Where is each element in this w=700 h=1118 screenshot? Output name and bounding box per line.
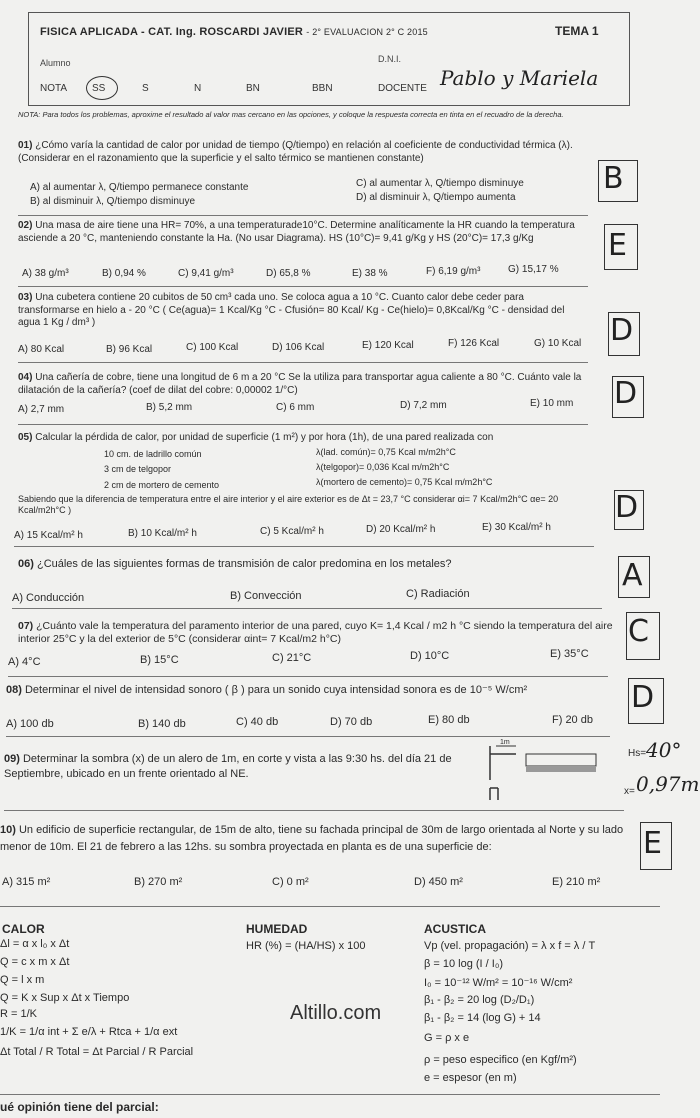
question-05: 05) Calcular la pérdida de calor, por unidad de superficie (1 m²) y por hora (1h), de una pared realizada con <box>18 432 494 443</box>
q09-hs-label: Hs= <box>628 748 647 759</box>
calor-formula: Δt Total / R Total = Δt Parcial / R Parcial <box>0 1046 194 1058</box>
q08-option-b: B) 140 db <box>138 718 186 730</box>
watermark: Altillo.com <box>290 1002 382 1024</box>
q08-answer: D <box>631 680 655 715</box>
q03-option-e: E) 120 Kcal <box>362 340 414 351</box>
q10-answer: E <box>643 826 662 861</box>
q04-option-b: B) 5,2 mm <box>146 402 193 413</box>
q02-option-f: F) 6,19 g/m³ <box>426 266 481 277</box>
divider <box>4 810 624 811</box>
q10-option-c: C) 0 m² <box>272 876 309 888</box>
q03-option-d: D) 106 Kcal <box>272 342 325 353</box>
calor-formula: Q = c x m x Δt <box>0 956 70 968</box>
q02-option-e: E) 38 % <box>352 268 388 279</box>
q04-option-d: D) 7,2 mm <box>400 400 447 411</box>
q09-dim-1m: 1m <box>500 739 510 746</box>
q02-option-g: G) 15,17 % <box>508 264 559 275</box>
grade-s: S <box>142 83 149 94</box>
q05-lambda-1: λ(lad. común)= 0,75 Kcal m/m2h°C <box>316 447 456 457</box>
question-07: 07) ¿Cuánto vale la temperatura del paramento interior de una pared, cuyo K= 1,4 Kcal / m2 h °C siendo la temperatura del aire interior 25°C y la del exterior de 5°C (considerar αint= 7 Kcal/m2 h°C) <box>18 620 613 645</box>
q02-option-d: D) 65,8 % <box>266 268 311 279</box>
q09-x-label: x= <box>624 786 635 797</box>
q06-answer: A <box>622 558 643 593</box>
q10-option-a: A) 315 m² <box>2 876 51 888</box>
q01-option-c: C) al aumentar λ, Q/tiempo disminuye <box>356 178 524 189</box>
q08-option-e: E) 80 db <box>428 714 470 726</box>
humedad-formula: HR (%) = (HA/HS) x 100 <box>246 940 366 952</box>
acustica-formula: e = espesor (en m) <box>424 1072 517 1084</box>
q05-extra: Sabiendo que la diferencia de temperatura entre el aire interior y el aire exterior es de Δt = 23,7 °C considerar αi= 7 Kcal/m2h°C αe= 20 Kcal/m2h°C ) <box>18 494 559 515</box>
calor-formula: 1/K = 1/α int + Σ e/λ + Rtca + 1/α ext <box>0 1026 178 1038</box>
question-01: 01) ¿Cómo varía la cantidad de calor por unidad de tiempo (Q/tiempo) en relación al coeficiente de conductividad térmica (λ). (Considerar en el razonamiento que la superficie y el salto térmico se mantienen constante) <box>18 140 573 164</box>
q04-option-a: A) 2,7 mm <box>18 404 65 415</box>
q07-option-d: D) 10°C <box>410 650 450 662</box>
calor-formula: Δl = α x l₀ x Δt <box>0 938 70 950</box>
question-06: 06) ¿Cuáles de las siguientes formas de transmisión de calor predomina en los metales? <box>18 558 452 570</box>
q07-option-e: E) 35°C <box>550 648 589 660</box>
question-02: 02) Una masa de aire tiene una HR= 70%, a una temperaturade10°C. Determine analíticamente la HR cuando la temperatura asciende a 20 °C, manteniendo constante la Ha. (No usar Diagrama). HS (10°C)= 9,41 g/Kg y HS (20°C)= 17,3 g/Kg <box>18 220 575 244</box>
q05-option-b: B) 10 Kcal/m² h <box>128 528 197 539</box>
q01-option-b: B) al disminuir λ, Q/tiempo disminuye <box>30 196 196 207</box>
q03-option-a: A) 80 Kcal <box>18 344 65 355</box>
q07-option-b: B) 15°C <box>140 654 179 666</box>
divider <box>18 286 588 287</box>
docente-label: DOCENTE <box>378 83 427 94</box>
acustica-formula: β₁ - β₂ = 20 log (D₂/D₁) <box>424 994 535 1006</box>
q08-option-c: C) 40 db <box>236 716 279 728</box>
tema-label: TEMA 1 <box>555 24 599 38</box>
question-03: 03) Una cubetera contiene 20 cubitos de 50 cm³ cada uno. Se coloca agua a 10 °C. Cuanto calor debe ceder para transformarse en hielo a - 20 °C ( Ce(agua)= 1 Kcal/Kg °C - Cfusión= 80 Kcal/ Kg - Ce(hielo)= 0,8Kcal/Kg °C - densidad del agua 1 Kg / dm³ ) <box>18 292 565 328</box>
grade-bbn: BBN <box>312 83 333 94</box>
q10-option-d: D) 450 m² <box>414 876 463 888</box>
humedad-title: HUMEDAD <box>246 922 308 936</box>
acustica-title: ACUSTICA <box>424 922 486 936</box>
q02-option-b: B) 0,94 % <box>102 268 146 279</box>
divider <box>18 362 588 363</box>
divider <box>12 608 602 609</box>
acustica-formula: Vp (vel. propagación) = λ x f = λ / T <box>424 940 596 952</box>
grade-ss: SS <box>92 83 106 94</box>
q03-answer: D <box>610 313 634 348</box>
q04-answer: D <box>614 376 638 411</box>
q02-option-c: C) 9,41 g/m³ <box>178 268 234 279</box>
alumno-label: Alumno <box>40 58 71 68</box>
q05-option-a: A) 15 Kcal/m² h <box>14 530 83 541</box>
dni-label: D.N.I. <box>378 54 402 64</box>
calor-formula: Q = l x m <box>0 974 45 986</box>
q09-x-value: 0,97m <box>636 772 700 796</box>
q05-layer-3: 2 cm de mortero de cemento <box>104 480 220 490</box>
nota-instructions: NOTA: Para todos los problemas, aproxime el resultado al valor mas cercano en las opciones, y coloque la respuesta correcta en tinta en el recuadro de la derecha. <box>18 110 564 119</box>
q03-option-g: G) 10 Kcal <box>534 338 582 349</box>
q03-option-f: F) 126 Kcal <box>448 338 500 349</box>
q05-option-d: D) 20 Kcal/m² h <box>366 524 436 535</box>
divider <box>14 546 594 547</box>
q05-option-e: E) 30 Kcal/m² h <box>482 522 551 533</box>
question-08: 08) Determinar el nivel de intensidad sonoro ( β ) para un sonido cuya intensidad sonora es de 10⁻⁵ W/cm² <box>6 684 528 696</box>
divider <box>8 676 608 677</box>
q05-option-c: C) 5 Kcal/m² h <box>260 526 324 537</box>
calor-formula: Q = K x Sup x Δt x Tiempo <box>0 992 130 1004</box>
q01-answer: B <box>603 161 624 196</box>
q07-answer: C <box>628 614 649 649</box>
q08-option-f: F) 20 db <box>552 714 593 726</box>
grade-bn: BN <box>246 83 260 94</box>
q01-option-a: A) al aumentar λ, Q/tiempo permanece constante <box>30 182 249 193</box>
question-09: 09) Determinar la sombra (x) de un alero de 1m, en corte y vista a las 9:30 hs. del día 21 de Septiembre, ubicado en un frente orientado al NE. <box>4 753 452 780</box>
q03-option-c: C) 100 Kcal <box>186 342 239 353</box>
question-10: 10) Un edificio de superficie rectangular, de 15m de alto, tiene su fachada principal de 30m de largo orientada al Norte y su lado menor de 10m. El 21 de febrero a las 12hs. su sombra proyectada en planta es de una superficie de: <box>0 824 624 853</box>
q10-option-e: E) 210 m² <box>552 876 601 888</box>
divider <box>18 424 588 425</box>
acustica-formula: β = 10 log (I / I₀) <box>424 958 504 970</box>
divider <box>18 215 588 216</box>
exam-title: FISICA APLICADA - CAT. Ing. ROSCARDI JAVIER - 2° EVALUACION 2° C 2015 <box>40 26 428 38</box>
calor-formula: R = 1/K <box>0 1008 37 1020</box>
q02-option-a: A) 38 g/m³ <box>22 268 69 279</box>
calor-title: CALOR <box>2 922 45 936</box>
q01-option-d: D) al disminuir λ, Q/tiempo aumenta <box>356 192 516 203</box>
q03-option-b: B) 96 Kcal <box>106 344 153 355</box>
q08-option-a: A) 100 db <box>6 718 54 730</box>
acustica-formula: β₁ - β₂ = 14 (log G) + 14 <box>424 1012 541 1024</box>
q05-answer: D <box>615 490 639 525</box>
grade-n: N <box>194 83 202 94</box>
q07-option-c: C) 21°C <box>272 652 312 664</box>
q06-option-b: B) Convección <box>230 590 302 602</box>
q07-option-a: A) 4°C <box>8 656 41 668</box>
q10-option-b: B) 270 m² <box>134 876 183 888</box>
q05-lambda-2: λ(telgopor)= 0,036 Kcal m/m2h°C <box>316 462 450 472</box>
question-04: 04) Una cañería de cobre, tiene una longitud de 6 m a 20 °C Se la utiliza para transportar agua caliente a 80 °C. Cuánto vale la dilatación de la cañería? (coef de dilat del cobre: 0,00002 1/°C) <box>18 372 582 396</box>
q05-lambda-3: λ(mortero de cemento)= 0,75 Kcal m/m2h°C <box>316 477 493 487</box>
q08-option-d: D) 70 db <box>330 716 373 728</box>
footer-question: ué opinión tiene del parcial: <box>0 1100 159 1114</box>
acustica-formula: ρ = peso especifico (en Kgf/m²) <box>424 1054 577 1066</box>
divider <box>0 1094 660 1095</box>
acustica-formula: I₀ = 10⁻¹² W/m² = 10⁻¹⁶ W/cm² <box>424 977 573 989</box>
q02-answer: E <box>608 228 627 263</box>
acustica-formula: G = ρ x e <box>424 1032 470 1044</box>
q06-option-a: A) Conducción <box>12 592 85 604</box>
q09-hs-value: 40° <box>646 738 682 762</box>
q05-layer-1: 10 cm. de ladrillo común <box>104 449 202 459</box>
q06-option-c: C) Radiación <box>406 588 470 600</box>
divider <box>6 736 610 737</box>
docente-handwriting: Pablo y Mariela <box>440 66 599 90</box>
nota-label: NOTA <box>40 83 68 94</box>
divider <box>0 906 660 907</box>
q04-option-e: E) 10 mm <box>530 398 574 409</box>
q09-eave-diagram <box>486 740 626 804</box>
q05-layer-2: 3 cm de telgopor <box>104 464 172 474</box>
q04-option-c: C) 6 mm <box>276 402 315 413</box>
